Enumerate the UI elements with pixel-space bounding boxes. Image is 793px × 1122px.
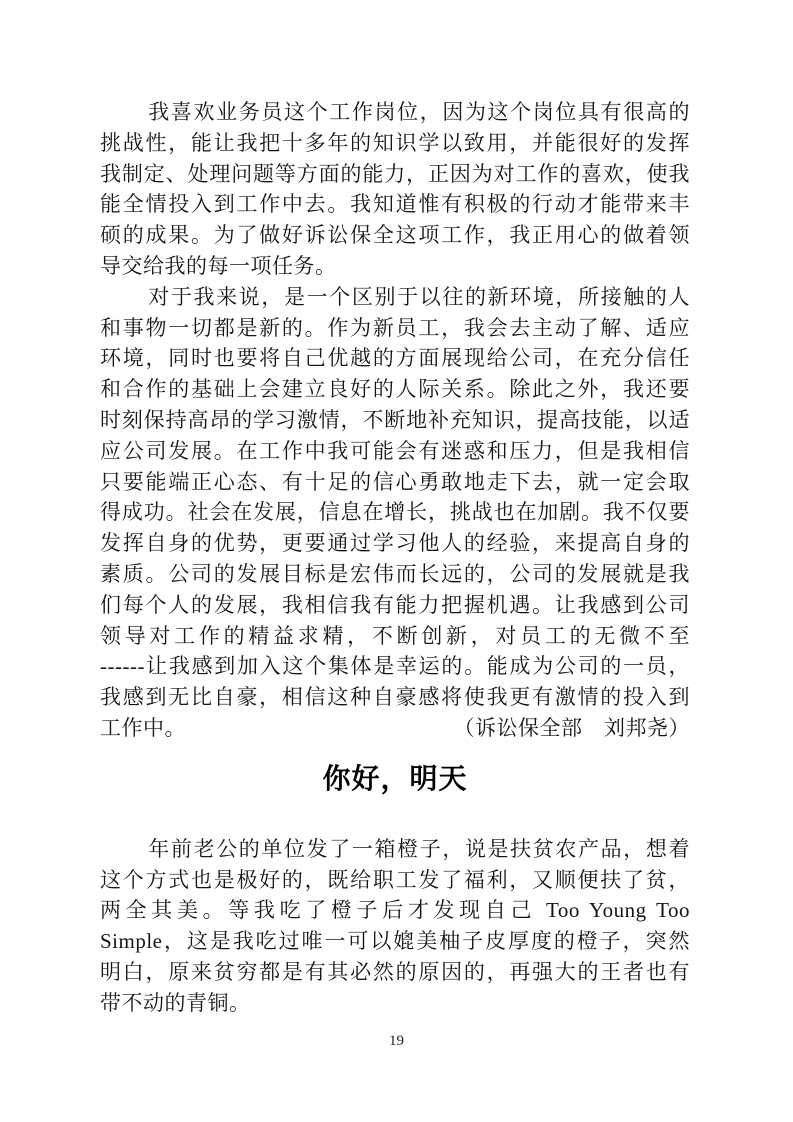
text-line: 年前老公的单位发了一箱橙子，说是扶贫农产品，想着 [148,836,690,861]
text-line: 领导对工作的精益求精，不断创新，对员工的无微不至 [100,623,690,648]
paragraph-2 [100,282,690,744]
attribution: （诉讼保全部 刘邦尧） [453,715,690,740]
text-line: 得成功。社会在发展，信息在增长，挑战也在加剧。我不仅要 [100,500,690,525]
text-line: 带不动的青铜。 [100,990,251,1015]
text-line: 素质。公司的发展目标是宏伟而长远的，公司的发展就是我 [100,561,690,586]
article-1 [100,97,690,744]
text-line: ------让我感到加入这个集体是幸运的。能成为公司的一员， [100,654,690,679]
text-line: 两全其美。等我吃了橙子后才发现自己 Too Young Too [100,898,690,923]
article-body [100,97,690,1019]
text-line: 我感到无比自豪，相信这种自豪感将使我更有激情的投入到 [100,685,690,710]
text-line: 挑战性，能让我把十多年的知识学以致用，并能很好的发挥 [100,130,690,155]
text-line: 时刻保持高昂的学习激情，不断地补充知识，提高技能，以适 [100,407,690,432]
text-line: 和合作的基础上会建立良好的人际关系。除此之外，我还要 [100,377,690,402]
text-line: 这个方式也是极好的，既给职工发了福利，又顺便扶了贫， [100,867,690,892]
text-line: 和事物一切都是新的。作为新员工，我会去主动了解、适应 [100,315,690,340]
paragraph-3 [100,834,690,1019]
text-line: 我喜欢业务员这个工作岗位，因为这个岗位具有很高的 [148,100,690,124]
text-line: 只要能端正心态、有十足的信心勇敢地走下去，就一定会取 [100,469,690,494]
article-2 [100,834,690,1019]
text-line: Simple，这是我吃过唯一可以媲美柚子皮厚度的橙子，突然 [100,929,690,954]
text-line: 明白，原来贫穷都是有其必然的原因的，再强大的王者也有 [100,959,690,984]
section-heading: 你好，明天 [322,762,468,794]
text-line: 们每个人的发展，我相信我有能力把握机遇。让我感到公司 [100,592,690,617]
page-number: 19 [389,1033,404,1049]
text-line: 导交给我的每一项任务。 [100,253,337,278]
closing-text: 工作中。 [100,715,186,740]
attribution-line [100,713,690,744]
paragraph-1 [100,97,690,282]
text-line: 应公司发展。在工作中我可能会有迷惑和压力，但是我相信 [100,438,690,463]
text-line: 能全情投入到工作中去。我知道惟有积极的行动才能带来丰 [100,192,690,217]
text-line: 环境，同时也要将自己优越的方面展现给公司，在充分信任 [100,346,690,371]
text-line: 我制定、处理问题等方面的能力，正因为对工作的喜欢，使我 [100,161,690,186]
text-line: 发挥自身的优势，更要通过学习他人的经验，来提高自身的 [100,531,690,556]
text-line: 硕的成果。为了做好诉讼保全这项工作，我正用心的做着领 [100,223,690,248]
text-line: 对于我来说，是一个区别于以往的新环境，所接触的人 [148,284,690,309]
